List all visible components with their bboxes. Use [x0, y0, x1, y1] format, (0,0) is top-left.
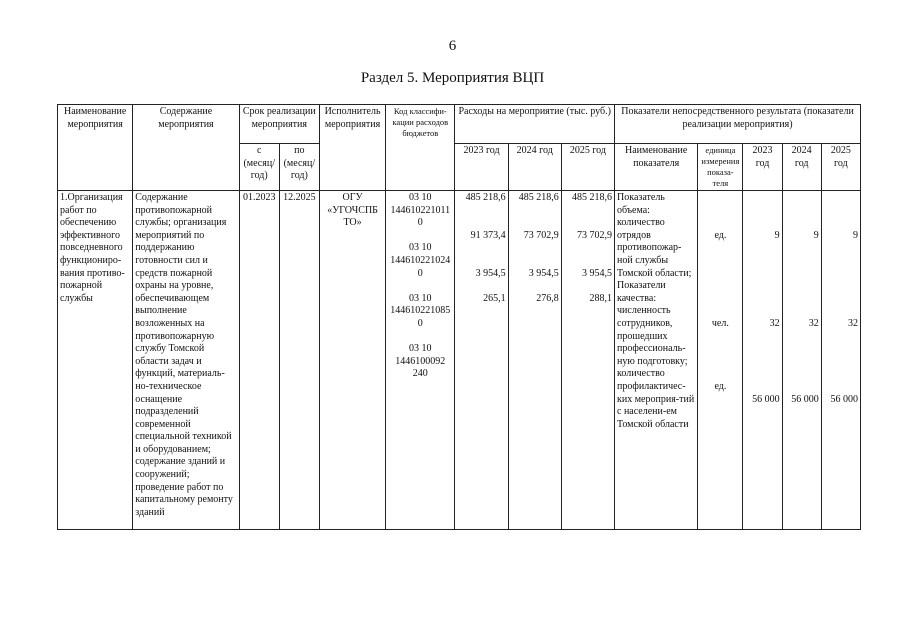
row-ind-2023: 9 32 56 000: [743, 191, 782, 530]
header-ind-2025: 2025 год: [821, 144, 860, 191]
header-exp-2023: 2023 год: [455, 144, 508, 191]
header-term-to: по (месяц/год): [279, 144, 319, 191]
header-content: Содержание мероприятия: [133, 105, 239, 191]
header-term-from: с (месяц/год): [239, 144, 279, 191]
row-codes: 03 10 144610221011 0 03 10 144610221024 0 03 10 144610221085 0 03 10 1446100092 240: [386, 191, 455, 530]
header-expenses: Расходы на мероприятие (тыс. руб.): [455, 105, 615, 144]
row-exp-2025: 485 218,6 73 702,9 3 954,5 288,1: [561, 191, 614, 530]
row-ind-2024: 9 32 56 000: [782, 191, 821, 530]
header-code: Код классифи-кации расходов бюджетов: [386, 105, 455, 191]
table-row: [58, 191, 861, 530]
header-term: Срок реализации мероприятия: [239, 105, 319, 144]
header-exp-2025: 2025 год: [561, 144, 614, 191]
activities-table: [57, 104, 861, 530]
header-name: Наименование мероприятия: [58, 105, 133, 191]
header-exp-2024: 2024 год: [508, 144, 561, 191]
header-indicator-name: Наименование показателя: [615, 144, 698, 191]
section-title: Раздел 5. Мероприятия ВЦП: [360, 70, 545, 86]
row-indicator-name: Показатель объема: количество отрядов противопожар-ной службы Томской области; Показатели качества: численность сотрудников, прошедших профессиональ-ную подготовку; количество профилактичес-ких мероприя-тий с населени-ем Томской области: [615, 191, 698, 530]
row-exp-2023: 485 218,6 91 373,4 3 954,5 265,1: [455, 191, 508, 530]
row-content: Содержание противопожарной службы; организация мероприятий по поддержанию готовности сил и средств пожарной охраны на уровне, обеспечивающем выполнение возложенных на противопожарную службу Томской области задач и функций, материаль-но-техническое оснащение подразделений современной специальной техникой и оборудованием; содержание зданий и сооружений; проведение работ по капитальному ремонту зданий: [133, 191, 239, 530]
row-term-from: 01.2023: [239, 191, 279, 530]
row-term-to: 12.2025: [279, 191, 319, 530]
row-indicator-unit: ед. чел. ед.: [698, 191, 743, 530]
row-executor: ОГУ «УГОЧСПБ ТО»: [319, 191, 385, 530]
row-exp-2024: 485 218,6 73 702,9 3 954,5 276,8: [508, 191, 561, 530]
header-indicator-unit: единица измерения показа-теля: [698, 144, 743, 191]
row-ind-2025: 9 32 56 000: [821, 191, 860, 530]
row-name: 1.Организация работ по обеспечению эффективного повседневного функциониро-вания противо-пожарной службы: [58, 191, 133, 530]
header-ind-2023: 2023 год: [743, 144, 782, 191]
page-number: 6: [448, 38, 457, 54]
header-executor: Исполнитель мероприятия: [319, 105, 385, 191]
header-ind-2024: 2024 год: [782, 144, 821, 191]
header-results: Показатели непосредственного результата (показатели реализации мероприятия): [615, 105, 861, 144]
